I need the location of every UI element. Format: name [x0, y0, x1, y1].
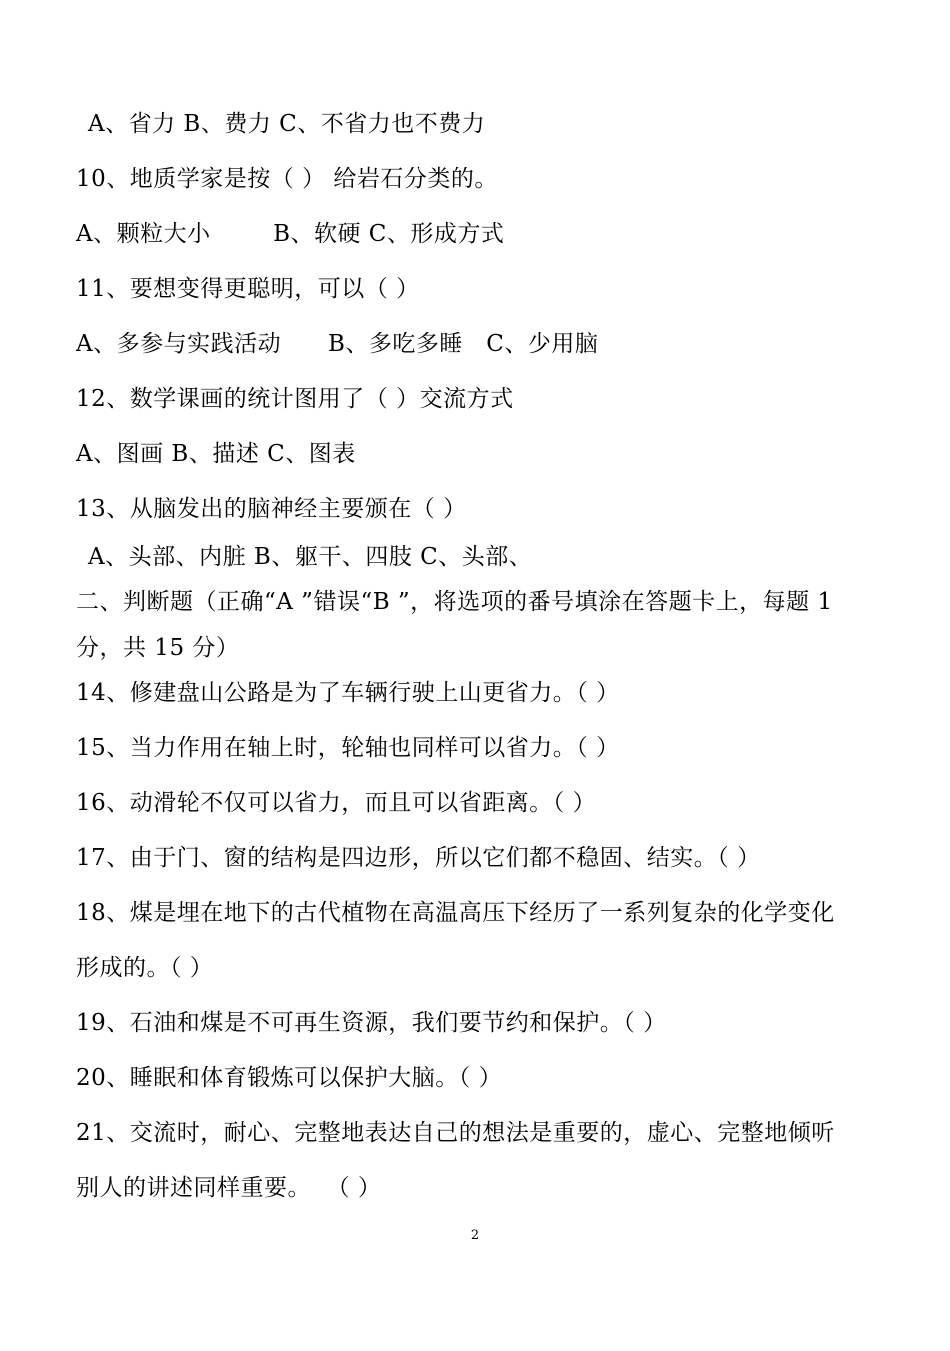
q18-statement-cont: 形成的。（ ）: [76, 955, 214, 981]
q20-statement: 20、睡眠和体育锻炼可以保护大脑。（ ）: [76, 1065, 503, 1091]
q9-options: A、省力 B、费力 C、不省力也不费力: [88, 111, 486, 137]
q19-statement: 19、石油和煤是不可再生资源，我们要节约和保护。（ ）: [76, 1010, 667, 1036]
q13-question: 13、从脑发出的脑神经主要颁在（ ）: [76, 496, 467, 522]
q21-statement-cont: 别人的讲述同样重要。 （ ）: [76, 1175, 382, 1201]
q13-options: A、头部、内脏 B、躯干、四肢 C、头部、: [88, 544, 533, 570]
q14-statement: 14、修建盘山公路是为了车辆行驶上山更省力。（ ）: [76, 680, 620, 706]
q10-question: 10、地质学家是按（ ） 给岩石分类的。: [76, 166, 498, 192]
q12-question: 12、数学课画的统计图用了（ ）交流方式: [76, 386, 514, 412]
section-heading: 二、判断题（正确“A ”错误“B ”，将选项的番号填涂在答题卡上，每题 1: [76, 589, 833, 615]
section-heading-cont: 分，共 15 分）: [76, 635, 240, 661]
page-number: 2: [470, 1228, 480, 1243]
q11-options: A、多参与实践活动 B、多吃多睡 C、少用脑: [76, 331, 599, 357]
q15-statement: 15、当力作用在轴上时，轮轴也同样可以省力。（ ）: [76, 735, 620, 761]
q10-options: A、颗粒大小 B、软硬 C、形成方式: [76, 221, 505, 247]
q21-statement: 21、交流时，耐心、完整地表达自己的想法是重要的，虚心、完整地倾听: [76, 1120, 835, 1146]
q17-statement: 17、由于门、窗的结构是四边形，所以它们都不稳固、结实。（ ）: [76, 845, 761, 871]
q12-options: A、图画 B、描述 C、图表: [76, 441, 356, 467]
q11-question: 11、要想变得更聪明，可以（ ）: [76, 276, 420, 302]
q16-statement: 16、动滑轮不仅可以省力，而且可以省距离。（ ）: [76, 790, 597, 816]
q18-statement: 18、煤是埋在地下的古代植物在高温高压下经历了一系列复杂的化学变化: [76, 900, 835, 926]
